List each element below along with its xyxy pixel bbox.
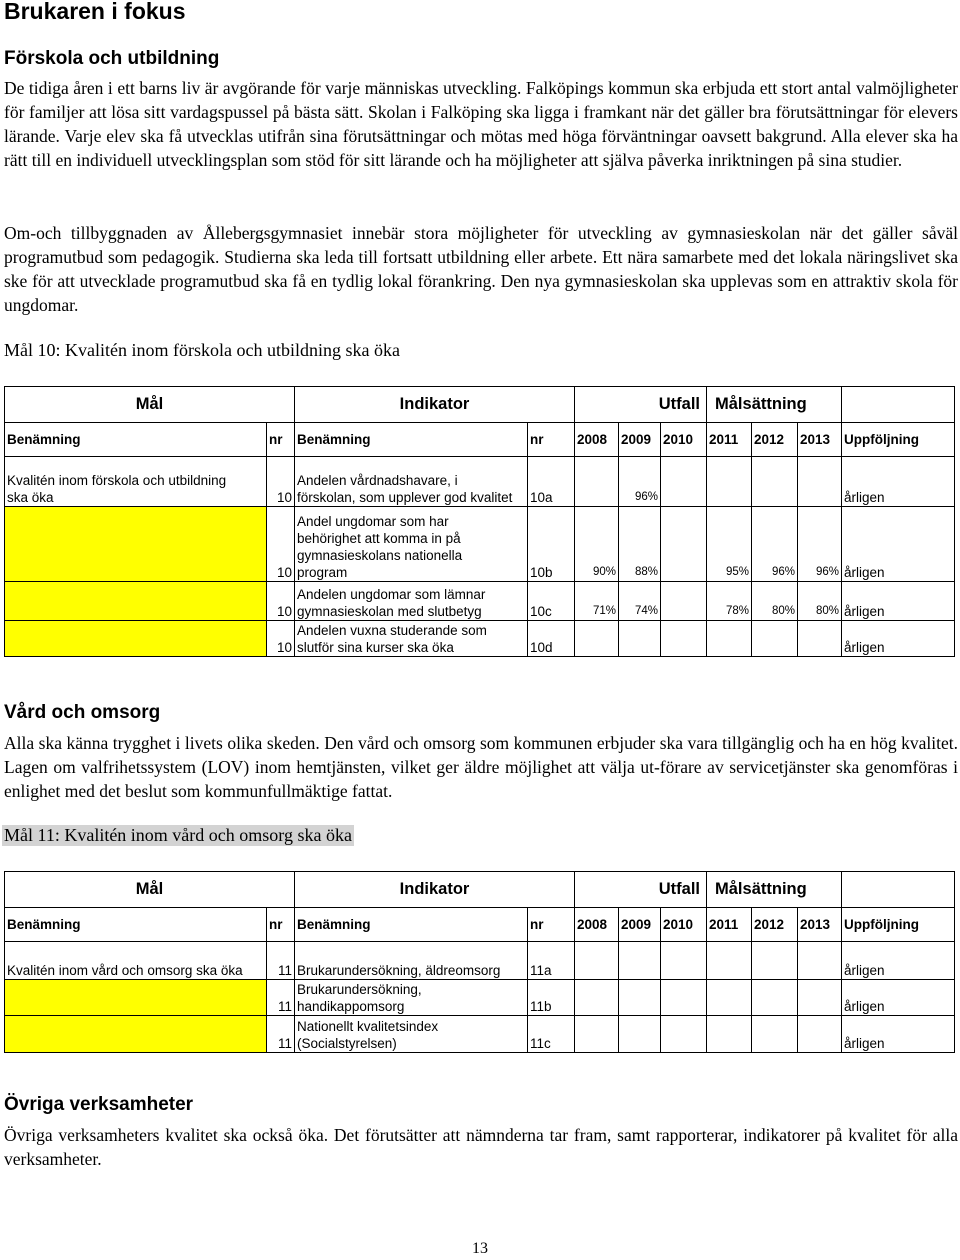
goal-name-cell [5,457,267,507]
indicator-name-cell [295,621,528,657]
indicator-name-line: Andelen vuxna studerande som [297,623,487,638]
value-cell [798,457,842,507]
group-header-empty [842,872,955,908]
column-header-year: 2013 [798,908,842,942]
group-header-mal: Mål [5,387,295,423]
followup-cell: årligen [842,582,955,621]
group-header-utfall: Utfall [575,387,707,423]
indicator-name-line: Brukarundersökning, [297,982,422,997]
page-number: 13 [472,1240,488,1257]
group-header-indikator: Indikator [295,387,575,423]
group-header-indikator: Indikator [295,872,575,908]
table-group-header-row [5,387,955,423]
value-cell [661,942,707,980]
followup-cell: årligen [842,621,955,657]
indicator-name-line: handikappomsorg [297,999,405,1014]
column-header-benamning-indikator: Benämning [295,908,528,942]
column-header-nr: nr [267,423,295,457]
value-cell [752,457,798,507]
indicator-name-line: (Socialstyrelsen) [297,1036,397,1051]
column-header-year: 2012 [752,908,798,942]
value-cell [575,942,619,980]
indicator-name-line: Nationellt kvalitetsindex [297,1019,439,1034]
value-cell [707,942,752,980]
table-row [5,942,955,980]
value-cell [752,942,798,980]
goal-name-cell [5,1016,267,1053]
value-cell [661,507,707,582]
goal-10-heading: Mål 10: Kvalitén inom förskola och utbildning ska öka [4,340,400,360]
indicator-name-cell [295,582,528,621]
column-header-year: 2013 [798,423,842,457]
value-cell [798,621,842,657]
table-row [5,507,955,582]
column-header-year: 2010 [661,908,707,942]
table-row [5,1016,955,1053]
value-cell [707,457,752,507]
indicator-name-cell [295,980,528,1016]
value-cell [575,621,619,657]
table-column-header-row [5,908,955,942]
group-header-malsattning: Målsättning [707,872,842,908]
value-cell: 80% [752,582,798,621]
indicator-name-line: förskolan, som upplever god kvalitet [297,490,513,505]
column-header-year: 2012 [752,423,798,457]
table-row [5,980,955,1016]
indicator-name-cell [295,457,528,507]
column-header-year: 2011 [707,908,752,942]
paragraph-ovriga: Övriga verksamheters kvalitet ska också öka. Det förutsätter att nämnderna tar fram, samt rapporterar, indikatorer på kvalitet för alla verksamheter. [4,1125,958,1169]
value-cell [752,621,798,657]
indicator-name-cell [295,1016,528,1053]
column-header-nr-indikator: nr [528,423,575,457]
table-row [5,621,955,657]
column-header-benamning: Benämning [5,423,267,457]
group-header-utfall: Utfall [575,872,707,908]
value-cell: 96% [619,457,661,507]
goal-name-line: Kvalitén inom vård och omsorg ska öka [7,963,243,978]
goal-nr-cell: 11 [267,1016,295,1053]
indicator-name-line: gymnasieskolan med slutbetyg [297,604,482,619]
indicator-name-line: slutför sina kurser ska öka [297,640,454,655]
indicator-name-cell [295,507,528,582]
indicator-name-cell [295,942,528,980]
indicator-nr-cell: 11a [528,942,575,980]
value-cell [798,980,842,1016]
goal-name-cell [5,980,267,1016]
table-group-header-row [5,872,955,908]
section-heading-forskola: Förskola och utbildning [4,48,220,69]
value-cell [619,1016,661,1053]
goal-nr-cell: 10 [267,621,295,657]
value-cell [619,621,661,657]
goal-nr-cell: 10 [267,457,295,507]
table-row [5,457,955,507]
value-cell [798,1016,842,1053]
indicator-name-line: Brukarundersökning, äldreomsorg [297,963,501,978]
column-header-benamning-indikator: Benämning [295,423,528,457]
section-heading-vard: Vård och omsorg [4,702,161,723]
column-header-year: 2008 [575,423,619,457]
value-cell [661,457,707,507]
goal-table [4,386,955,657]
paragraph-vard: Alla ska känna trygghet i livets olika skeden. Den vård och omsorg som kommunen erbjuder ska vara tillgänglig och ha en hög kvalitet. Lagen om valfrihetssystem (LOV) inom hemtjänsten, vilket ger äldre möjlighet att välja ut-förare av servicetjänster ska genomföras i enlighet med det beslut som kommunfullmäktige fattat. [4,733,958,801]
page-title: Brukaren i fokus [4,0,186,24]
value-cell: 88% [619,507,661,582]
indicator-name-line: behörighet att komma in på [297,531,461,546]
followup-cell: årligen [842,980,955,1016]
paragraph-forskola-2: Om-och tillbyggnaden av Ållebergsgymnasiet innebär stora möjligheter för utveckling av gymnasieskolan när det gäller såväl programutbud som pedagogik. Studierna ska leda till fortsatt utbildning eller arbete. Ett nära samarbete med det lokala näringslivet ska ske för att utvecklade programutbud ska få en tydlig lokal förankring. Den nya gymnasieskolan ska upplevas som en attraktiv skola för ungdomar. [4,223,958,315]
indicator-nr-cell: 10b [528,507,575,582]
followup-cell: årligen [842,457,955,507]
value-cell: 96% [798,507,842,582]
column-header-nr: nr [267,908,295,942]
value-cell: 74% [619,582,661,621]
value-cell [752,980,798,1016]
followup-cell: årligen [842,942,955,980]
indicator-name-line: Andelen ungdomar som lämnar [297,587,486,602]
goal-name-cell [5,582,267,621]
value-cell: 80% [798,582,842,621]
indicator-table-goal-11 [4,871,954,1053]
goal-name-line: Kvalitén inom förskola och utbildning [7,473,227,488]
value-cell: 90% [575,507,619,582]
goal-name-line: ska öka [7,490,54,505]
goal-nr-cell: 10 [267,507,295,582]
value-cell [661,582,707,621]
value-cell: 78% [707,582,752,621]
column-header-uppfoljning: Uppföljning [842,908,955,942]
table-column-header-row [5,423,955,457]
indicator-name-line: Andelen vårdnadshavare, i [297,473,458,488]
goal-nr-cell: 10 [267,582,295,621]
value-cell: 95% [707,507,752,582]
goal-name-cell [5,507,267,582]
group-header-malsattning: Målsättning [707,387,842,423]
goal-name-cell [5,942,267,980]
group-header-mal: Mål [5,872,295,908]
value-cell [661,980,707,1016]
paragraph-forskola-1: De tidiga åren i ett barns liv är avgörande för varje människas utveckling. Falköpings kommun ska erbjuda ett stort antal valmöjligheter för familjer att lösa sitt vardagspussel på bästa sätt. Skolan i Falköping ska ligga i framkant när det gäller bra förutsättningar för elevers lärande. Varje elev ska få utvecklas utifrån sina förutsättningar och mötas med höga förväntningar oavsett bakgrund. Alla elever ska ha rätt till en individuell utvecklingsplan som stöd för sitt lärande och ha möjligheter att själva påverka inriktningen på sina studier. [4,78,958,170]
value-cell [575,980,619,1016]
value-cell [707,1016,752,1053]
column-header-year: 2009 [619,908,661,942]
goal-nr-cell: 11 [267,980,295,1016]
value-cell [798,942,842,980]
value-cell [575,1016,619,1053]
indicator-name-line: program [297,565,348,580]
goal-11-heading: Mål 11: Kvalitén inom vård och omsorg ska öka [4,825,352,845]
column-header-year: 2011 [707,423,752,457]
value-cell [661,1016,707,1053]
indicator-name-line: Andel ungdomar som har [297,514,449,529]
indicator-name-line: gymnasieskolans nationella [297,548,463,563]
table-row [5,582,955,621]
followup-cell: årligen [842,507,955,582]
value-cell [575,457,619,507]
value-cell [661,621,707,657]
indicator-nr-cell: 10c [528,582,575,621]
column-header-benamning: Benämning [5,908,267,942]
column-header-year: 2008 [575,908,619,942]
indicator-nr-cell: 11c [528,1016,575,1053]
value-cell [752,1016,798,1053]
value-cell [707,980,752,1016]
column-header-nr-indikator: nr [528,908,575,942]
goal-nr-cell: 11 [267,942,295,980]
indicator-table-goal-10 [4,386,954,657]
goal-table [4,871,955,1053]
goal-name-cell [5,621,267,657]
value-cell: 96% [752,507,798,582]
column-header-year: 2010 [661,423,707,457]
indicator-nr-cell: 10d [528,621,575,657]
indicator-nr-cell: 10a [528,457,575,507]
column-header-year: 2009 [619,423,661,457]
value-cell: 71% [575,582,619,621]
column-header-uppfoljning: Uppföljning [842,423,955,457]
indicator-nr-cell: 11b [528,980,575,1016]
group-header-empty [842,387,955,423]
followup-cell: årligen [842,1016,955,1053]
value-cell [619,980,661,1016]
value-cell [619,942,661,980]
section-heading-ovriga: Övriga verksamheter [4,1094,194,1115]
value-cell [707,621,752,657]
